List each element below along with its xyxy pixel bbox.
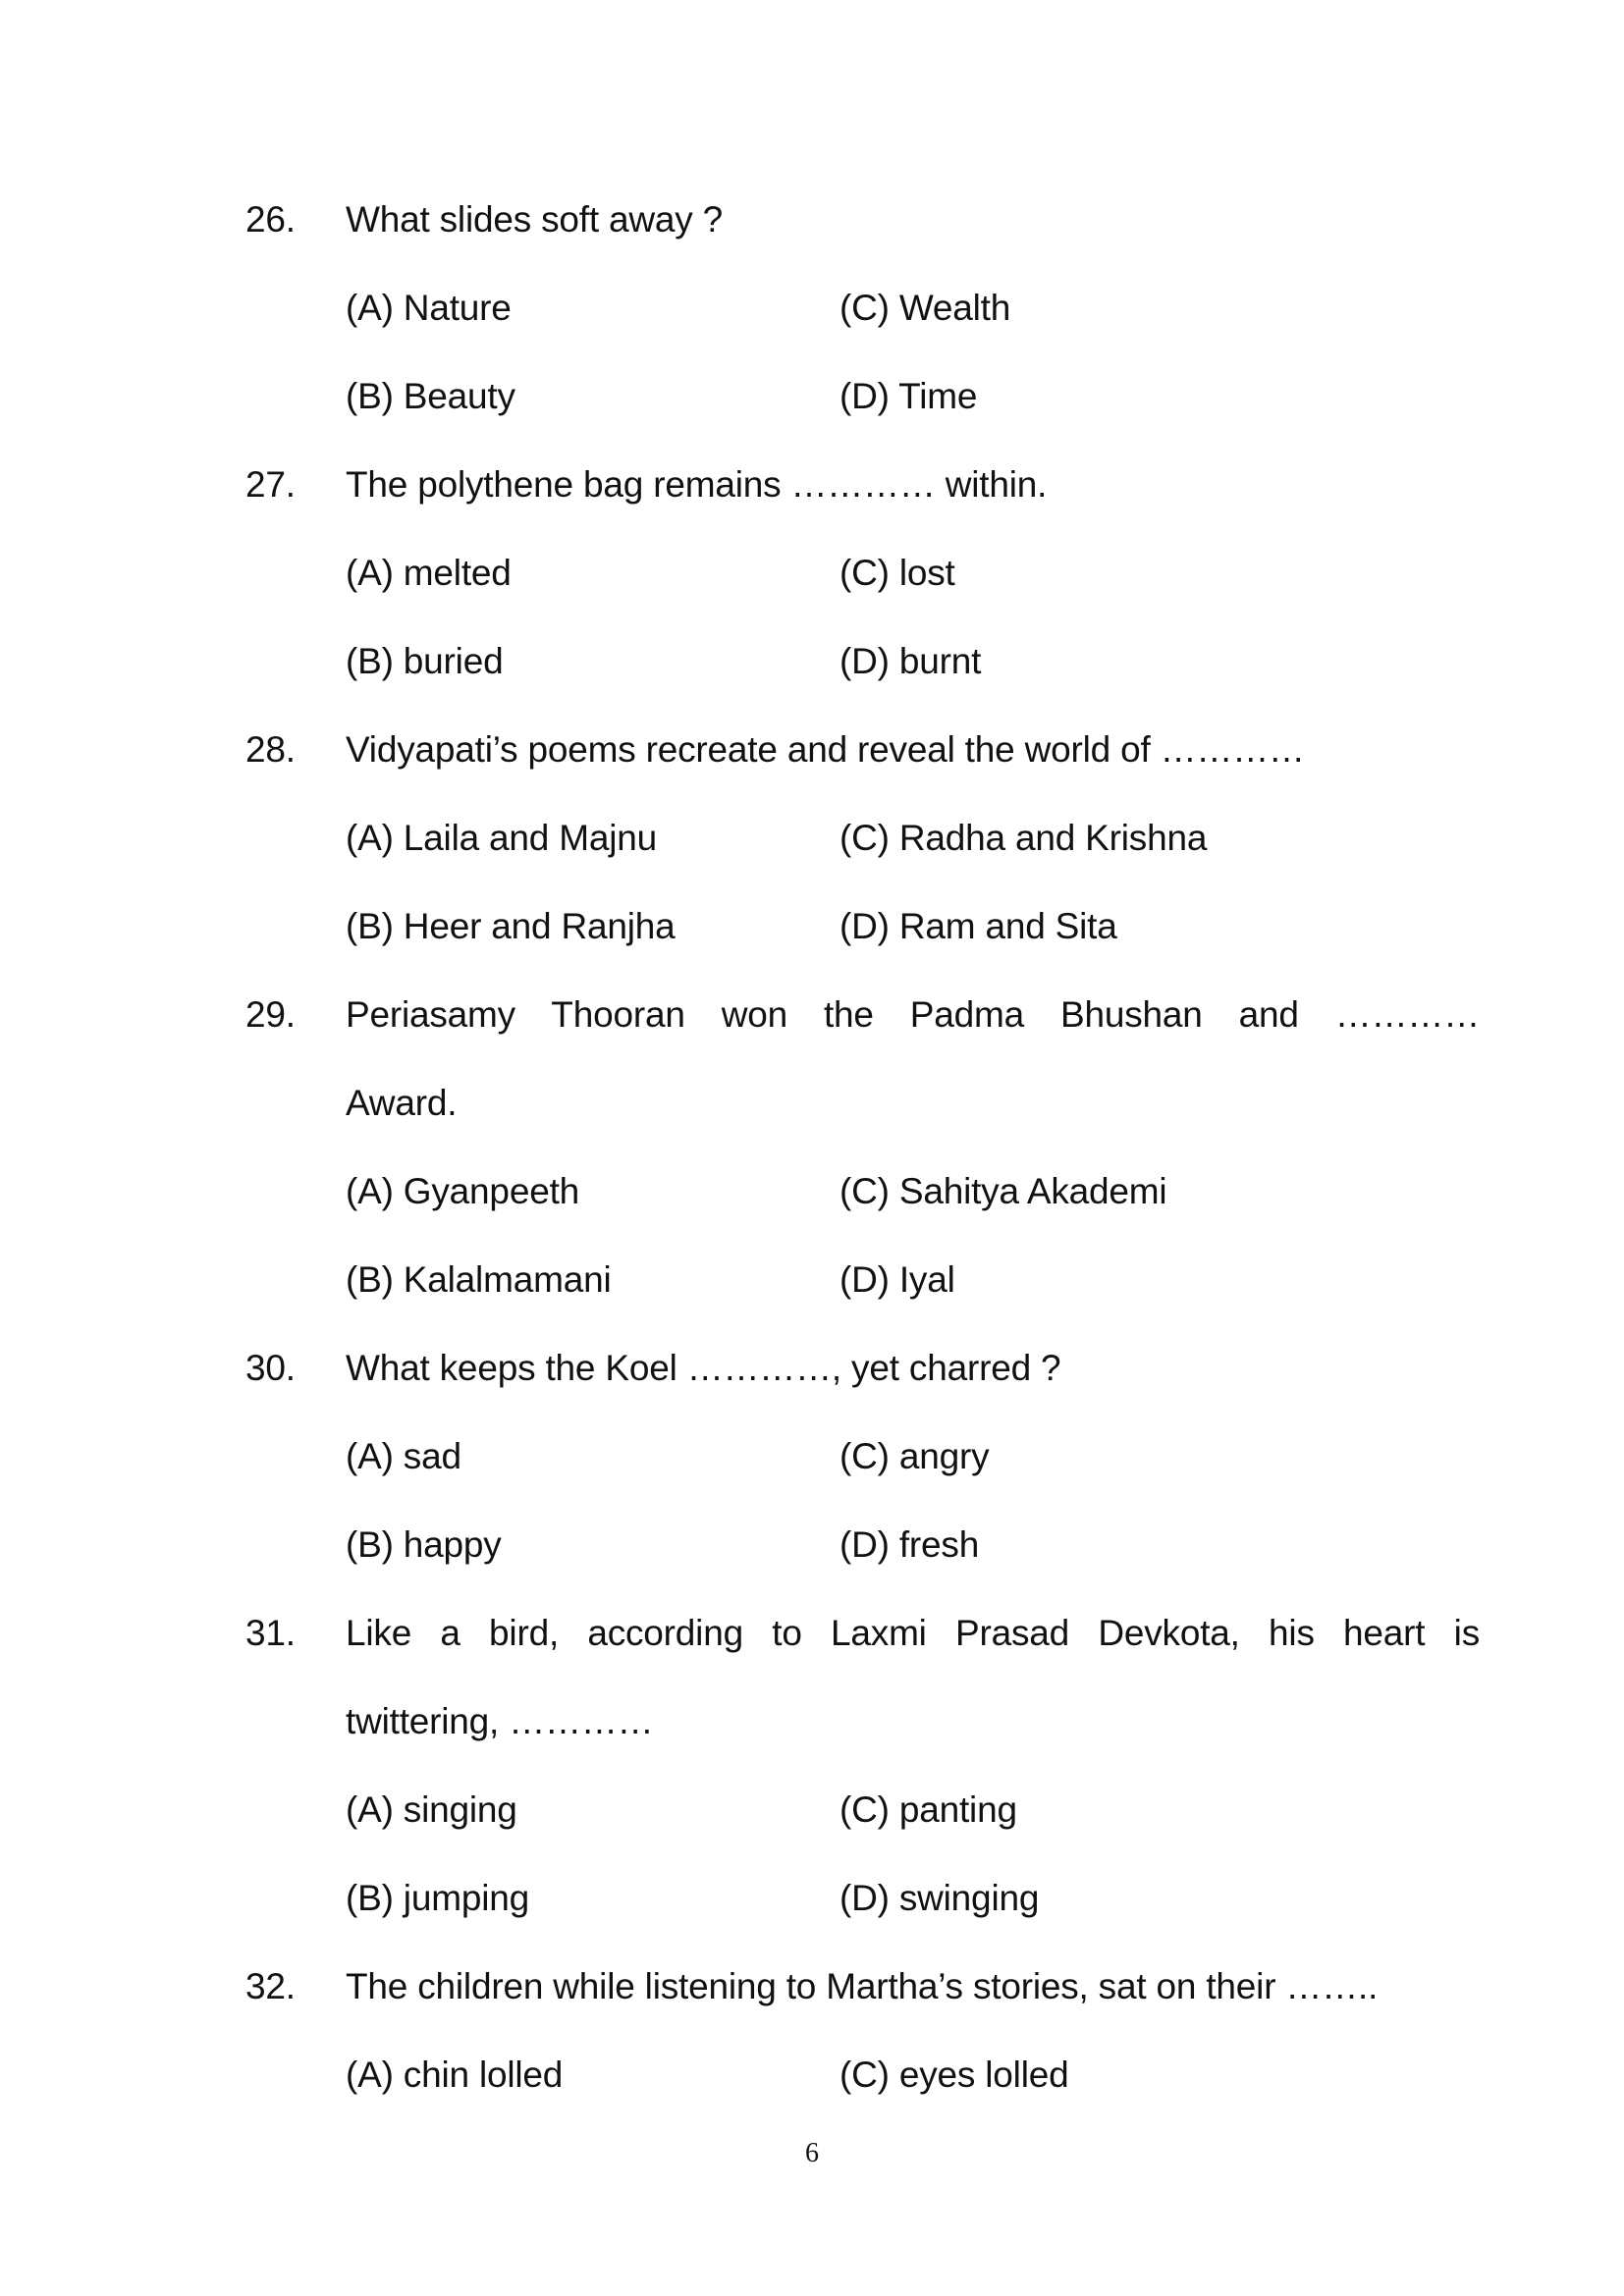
option-a: (A) Laila and Majnu [346, 818, 658, 858]
option-b: (B) Kalalmamani [346, 1259, 612, 1300]
option-d: (D) Time [839, 376, 978, 416]
question-text: What slides soft away ? [346, 199, 724, 240]
option-c: (C) lost [839, 553, 955, 593]
question-text-continued: Award. [346, 1083, 458, 1123]
option-d: (D) fresh [839, 1524, 980, 1565]
option-a: (A) sad [346, 1436, 461, 1476]
question-number: 26. [245, 199, 296, 240]
question-text: The children while listening to Martha’s stories, sat on their …….. [346, 1966, 1379, 2006]
option-b: (B) buried [346, 641, 504, 681]
question-number: 31. [245, 1613, 296, 1653]
option-d: (D) burnt [839, 641, 982, 681]
question-text: Vidyapati’s poems recreate and reveal the world of ………… [346, 729, 1305, 770]
option-b: (B) Heer and Ranjha [346, 906, 676, 946]
question-number: 27. [245, 464, 296, 505]
question-text: Like a bird, according to Laxmi Prasad Devkota, his heart is [346, 1613, 1480, 1653]
question-text: Periasamy Thooran won the Padma Bhushan and ………… [346, 994, 1480, 1035]
page-number: 6 [805, 2138, 819, 2168]
option-a: (A) chin lolled [346, 2055, 564, 2095]
option-d: (D) Iyal [839, 1259, 955, 1300]
option-c: (C) Wealth [839, 288, 1011, 328]
question-text: The polythene bag remains ………… within. [346, 464, 1048, 505]
question-number: 29. [245, 994, 296, 1035]
option-c: (C) panting [839, 1789, 1017, 1830]
option-c: (C) Sahitya Akademi [839, 1171, 1167, 1211]
option-a: (A) Nature [346, 288, 512, 328]
option-c: (C) eyes lolled [839, 2055, 1069, 2095]
option-a: (A) Gyanpeeth [346, 1171, 580, 1211]
option-d: (D) Ram and Sita [839, 906, 1117, 946]
option-b: (B) Beauty [346, 376, 515, 416]
question-text-continued: twittering, ………… [346, 1701, 654, 1741]
option-c: (C) Radha and Krishna [839, 818, 1208, 858]
option-b: (B) happy [346, 1524, 502, 1565]
question-number: 30. [245, 1348, 296, 1388]
question-text: What keeps the Koel …………, yet charred ? [346, 1348, 1061, 1388]
option-b: (B) jumping [346, 1878, 529, 1918]
option-d: (D) swinging [839, 1878, 1040, 1918]
option-a: (A) singing [346, 1789, 517, 1830]
option-c: (C) angry [839, 1436, 990, 1476]
question-number: 32. [245, 1966, 296, 2006]
question-number: 28. [245, 729, 296, 770]
option-a: (A) melted [346, 553, 512, 593]
